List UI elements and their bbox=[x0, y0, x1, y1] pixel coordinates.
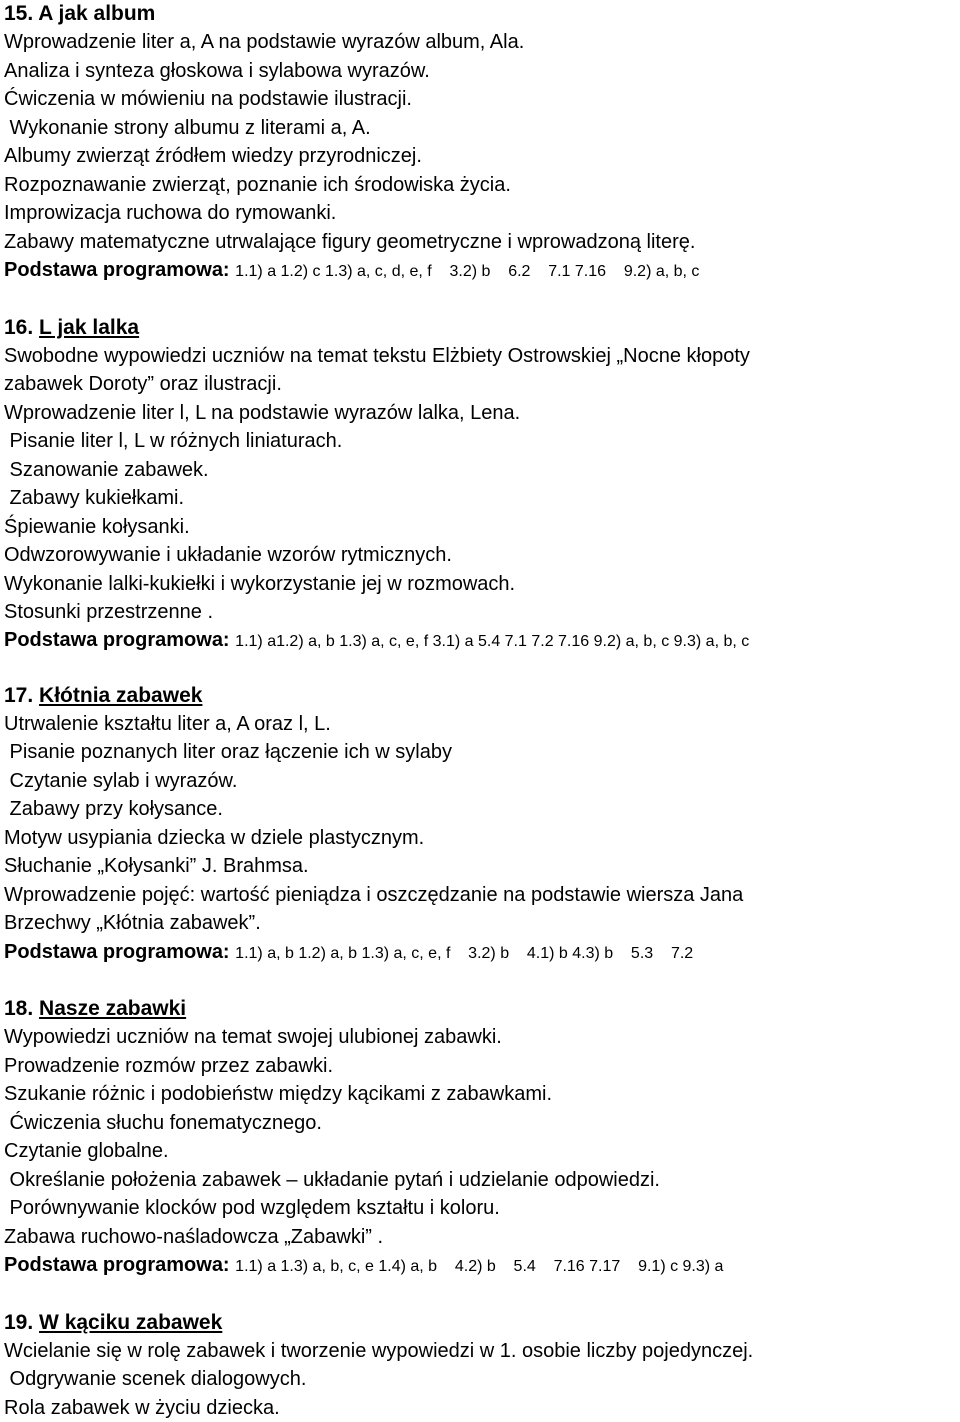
text-line: Utrwalenie kształtu liter a, A oraz l, L. bbox=[4, 710, 960, 739]
section-name: Nasze zabawki bbox=[39, 997, 186, 1020]
text-line: Wypowiedzi uczniów na temat swojej ulubionej zabawki. bbox=[4, 1023, 960, 1052]
curriculum-label: Podstawa programowa: bbox=[4, 1254, 230, 1276]
section-title bbox=[4, 0, 960, 28]
section-title bbox=[4, 314, 960, 342]
text-line: Zabawy przy kołysance. bbox=[4, 795, 960, 824]
text-line: Zabawy matematyczne utrwalające figury geometryczne i wprowadzoną literę. bbox=[4, 228, 960, 257]
text-line: Odgrywanie scenek dialogowych. bbox=[4, 1365, 960, 1394]
text-line: Stosunki przestrzenne . bbox=[4, 598, 960, 627]
text-line: Wprowadzenie liter l, L na podstawie wyrazów lalka, Lena. bbox=[4, 399, 960, 428]
section-17 bbox=[4, 682, 960, 969]
curriculum-codes: 1.1) a 1.2) c 1.3) a, c, d, e, f 3.2) b 6.2 7.1 7.16 9.2) a, b, c bbox=[235, 263, 699, 280]
text-line: Brzechwy „Kłótnia zabawek”. bbox=[4, 909, 960, 938]
section-title bbox=[4, 995, 960, 1023]
text-line: Określanie położenia zabawek – układanie pytań i udzielanie odpowiedzi. bbox=[4, 1166, 960, 1195]
text-line: Porównywanie klocków pod względem kształtu i koloru. bbox=[4, 1194, 960, 1223]
text-line: Ćwiczenia w mówieniu na podstawie ilustracji. bbox=[4, 85, 960, 114]
section-title bbox=[4, 682, 960, 710]
text-line: Śpiewanie kołysanki. bbox=[4, 513, 960, 542]
spacer bbox=[4, 287, 960, 314]
curriculum-codes: 1.1) a, b 1.2) a, b 1.3) a, c, e, f 3.2) b 4.1) b 4.3) b 5.3 7.2 bbox=[235, 945, 693, 962]
text-line: Pisanie liter l, L w różnych liniaturach. bbox=[4, 427, 960, 456]
section-18 bbox=[4, 995, 960, 1282]
text-line: Ćwiczenia słuchu fonematycznego. bbox=[4, 1109, 960, 1138]
section-number: 19. bbox=[4, 1311, 33, 1334]
text-line: Zabawy kukiełkami. bbox=[4, 484, 960, 513]
text-line: Wprowadzenie pojęć: wartość pieniądza i oszczędzanie na podstawie wiersza Jana bbox=[4, 881, 960, 910]
spacer bbox=[4, 1282, 960, 1309]
text-line: Albumy zwierząt źródłem wiedzy przyrodniczej. bbox=[4, 142, 960, 171]
section-name: L jak lalka bbox=[39, 316, 139, 339]
text-line: Szanowanie zabawek. bbox=[4, 456, 960, 485]
text-line: Zabawa ruchowo-naśladowcza „Zabawki” . bbox=[4, 1223, 960, 1252]
section-number: 15. bbox=[4, 2, 33, 25]
curriculum-codes: 1.1) a 1.3) a, b, c, e 1.4) a, b 4.2) b 5.4 7.16 7.17 9.1) c 9.3) a bbox=[235, 1258, 723, 1275]
text-line: Szukanie różnic i podobieństw między kącikami z zabawkami. bbox=[4, 1080, 960, 1109]
curriculum-basis bbox=[4, 627, 960, 655]
text-line: Swobodne wypowiedzi uczniów na temat tekstu Elżbiety Ostrowskiej „Nocne kłopoty bbox=[4, 342, 960, 371]
text-line: Wcielanie się w rolę zabawek i tworzenie wypowiedzi w 1. osobie liczby pojedynczej. bbox=[4, 1337, 960, 1366]
section-number: 17. bbox=[4, 684, 33, 707]
text-line: Wykonanie lalki-kukiełki i wykorzystanie jej w rozmowach. bbox=[4, 570, 960, 599]
section-name: W kąciku zabawek bbox=[39, 1311, 222, 1334]
curriculum-label: Podstawa programowa: bbox=[4, 259, 230, 281]
text-line: Odwzorowywanie i układanie wzorów rytmicznych. bbox=[4, 541, 960, 570]
text-line: Improwizacja ruchowa do rymowanki. bbox=[4, 199, 960, 228]
spacer bbox=[4, 655, 960, 682]
section-name: A jak album bbox=[38, 2, 155, 25]
section-15 bbox=[4, 0, 960, 287]
text-line: Wykonanie strony albumu z literami a, A. bbox=[4, 114, 960, 143]
text-line: Czytanie globalne. bbox=[4, 1137, 960, 1166]
text-line: Prowadzenie rozmów przez zabawki. bbox=[4, 1052, 960, 1081]
text-line: Rozpoznawanie zwierząt, poznanie ich środowiska życia. bbox=[4, 171, 960, 200]
section-16 bbox=[4, 314, 960, 655]
curriculum-label: Podstawa programowa: bbox=[4, 941, 230, 963]
text-line: Rola zabawek w życiu dziecka. bbox=[4, 1394, 960, 1422]
spacer bbox=[4, 968, 960, 995]
curriculum-basis bbox=[4, 256, 960, 287]
text-line: Czytanie sylab i wyrazów. bbox=[4, 767, 960, 796]
curriculum-basis bbox=[4, 938, 960, 969]
section-number: 18. bbox=[4, 997, 33, 1020]
section-title bbox=[4, 1309, 960, 1337]
text-line: Analiza i synteza głoskowa i sylabowa wyrazów. bbox=[4, 57, 960, 86]
curriculum-basis bbox=[4, 1251, 960, 1282]
curriculum-label: Podstawa programowa: bbox=[4, 629, 230, 651]
text-line: Motyw usypiania dziecka w dziele plastycznym. bbox=[4, 824, 960, 853]
curriculum-codes: 1.1) a1.2) a, b 1.3) a, c, e, f 3.1) a 5.4 7.1 7.2 7.16 9.2) a, b, c 9.3) a, b, c bbox=[235, 633, 749, 650]
section-19 bbox=[4, 1309, 960, 1422]
section-name: Kłótnia zabawek bbox=[39, 684, 202, 707]
text-line: Wprowadzenie liter a, A na podstawie wyrazów album, Ala. bbox=[4, 28, 960, 57]
text-line: Słuchanie „Kołysanki” J. Brahmsa. bbox=[4, 852, 960, 881]
text-line: Pisanie poznanych liter oraz łączenie ich w sylaby bbox=[4, 738, 960, 767]
section-number: 16. bbox=[4, 316, 33, 339]
text-line: zabawek Doroty” oraz ilustracji. bbox=[4, 370, 960, 399]
